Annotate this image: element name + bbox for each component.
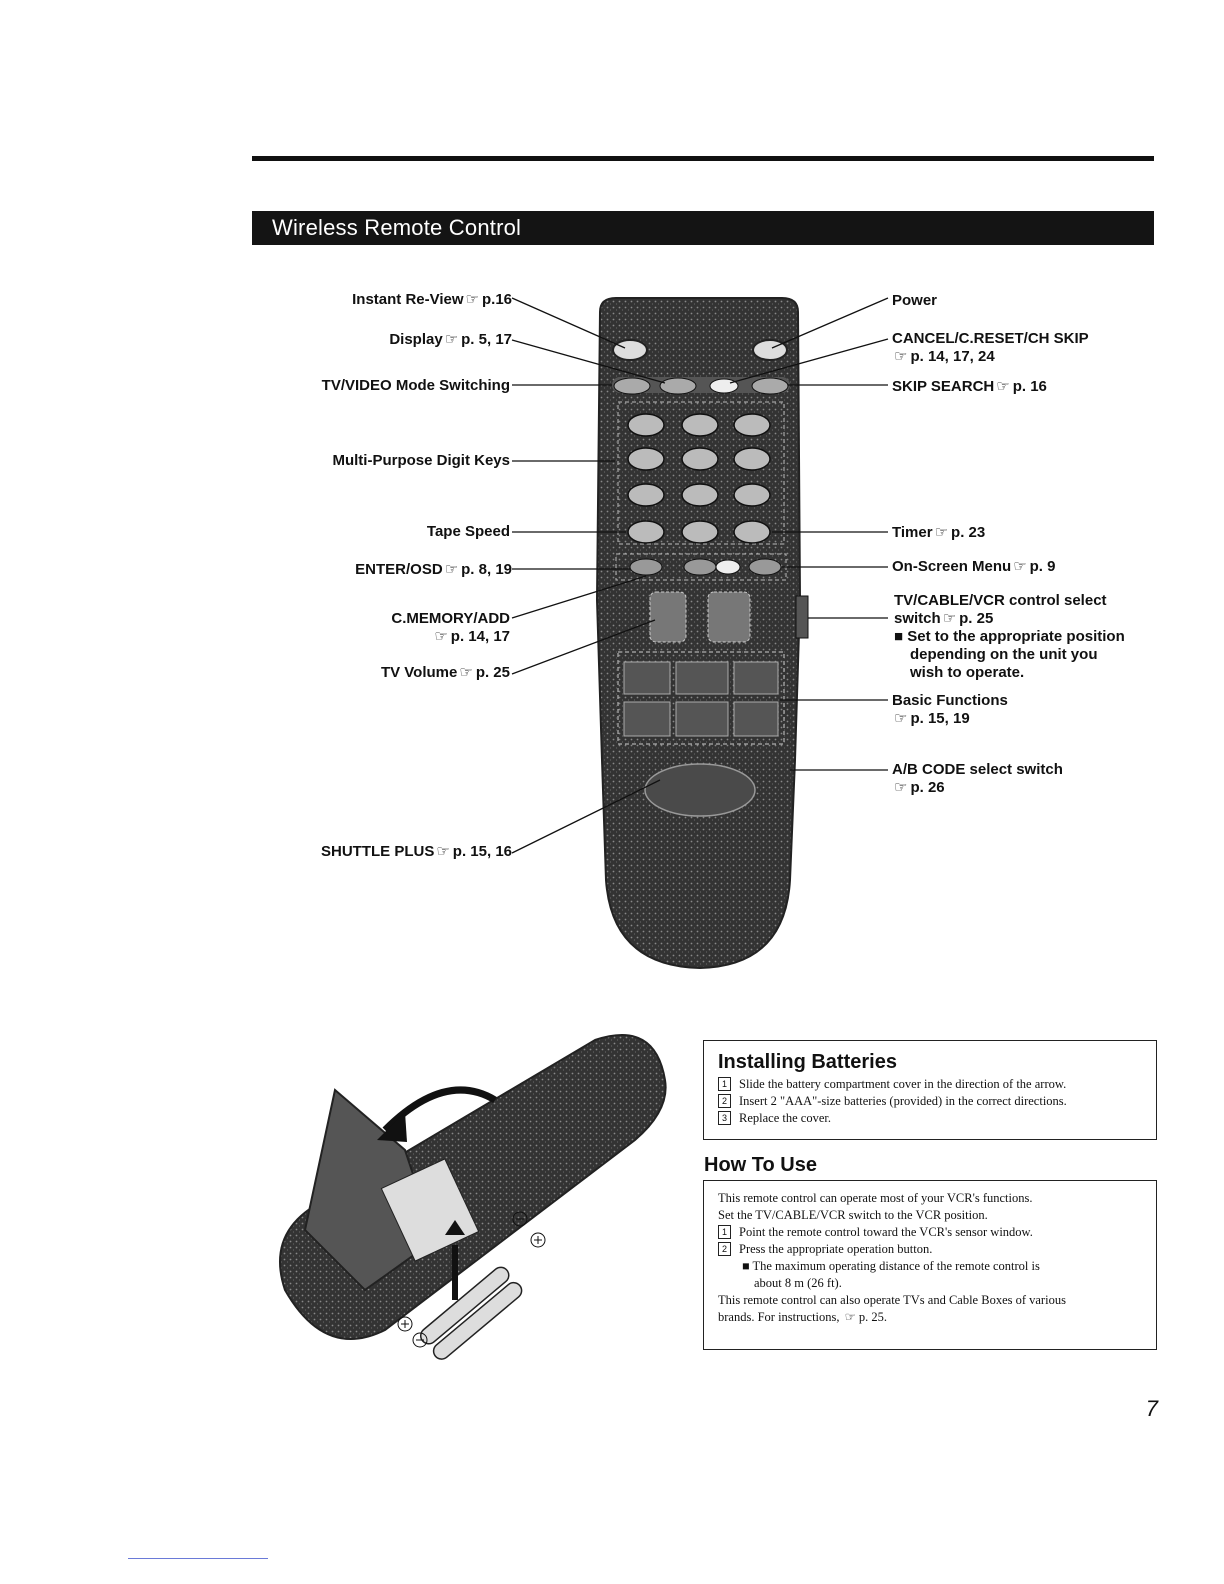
section-title: Wireless Remote Control (272, 215, 522, 240)
callout-basic-functions: Basic Functions ☞ p. 15, 19 (892, 692, 1008, 728)
install-step-1: 1 Slide the battery compartment cover in the direction of the arrow. (718, 1076, 1156, 1093)
callout-tv-cable-vcr-switch: TV/CABLE/VCR control select switch☞ p. 25 ■ Set to the appropriate position depending on the unit you wish to operate. (894, 592, 1125, 682)
battery-illustration (265, 1030, 675, 1360)
install-step-3: 3 Replace the cover. (718, 1110, 1156, 1127)
callout-skip-search: SKIP SEARCH☞ p. 16 (892, 378, 1047, 396)
howto-step-2: 2 Press the appropriate operation button. (718, 1241, 1156, 1258)
callout-ab-code: A/B CODE select switch ☞ p. 26 (892, 761, 1063, 797)
installing-batteries-box (703, 1040, 1157, 1140)
howto-title: How To Use (704, 1154, 817, 1176)
callout-tape-speed: Tape Speed (426, 523, 510, 540)
howto-note-b: about 8 m (26 ft). (754, 1276, 842, 1290)
page-number: 7 (1145, 1396, 1158, 1421)
callout-digit-keys: Multi-Purpose Digit Keys (332, 452, 510, 469)
callout-instant-review: Instant Re-View☞ p.16 (352, 291, 512, 309)
remote-body (597, 298, 800, 968)
howto-line-1: This remote control can operate most of your VCR's functions. (718, 1191, 1033, 1205)
installing-title: Installing Batteries (718, 1051, 897, 1073)
callout-onscreen-menu: On-Screen Menu☞ p. 9 (892, 558, 1055, 576)
callout-cmemory-add: C.MEMORY/ADD ☞ p. 14, 17 (391, 610, 510, 646)
howto-line-4: brands. For instructions, ☞ p. 25. (718, 1309, 1156, 1326)
callout-power: Power (892, 292, 938, 309)
callout-enter-osd: ENTER/OSD☞ p. 8, 19 (355, 561, 512, 579)
callout-tv-video-mode: TV/VIDEO Mode Switching (321, 377, 510, 394)
howto-line-3: This remote control can also operate TVs and Cable Boxes of various (718, 1293, 1066, 1307)
callout-shuttle-plus: SHUTTLE PLUS☞ p. 15, 16 (321, 843, 512, 861)
install-step-2: 2 Insert 2 "AAA"-size batteries (provided) in the correct directions. (718, 1093, 1156, 1110)
callout-tv-volume: TV Volume☞ p. 25 (381, 664, 510, 682)
howto-step-1: 1 Point the remote control toward the VCR's sensor window. (718, 1224, 1156, 1241)
callout-cancel: CANCEL/C.RESET/CH SKIP ☞ p. 14, 17, 24 (892, 330, 1089, 366)
howto-box (703, 1180, 1157, 1350)
howto-line-2: Set the TV/CABLE/VCR switch to the VCR position. (718, 1208, 988, 1222)
howto-note-a: ■ The maximum operating distance of the remote control is (742, 1259, 1040, 1273)
footer-line (128, 1558, 268, 1559)
callout-display: Display☞ p. 5, 17 (389, 331, 512, 349)
callout-timer: Timer☞ p. 23 (892, 524, 985, 542)
